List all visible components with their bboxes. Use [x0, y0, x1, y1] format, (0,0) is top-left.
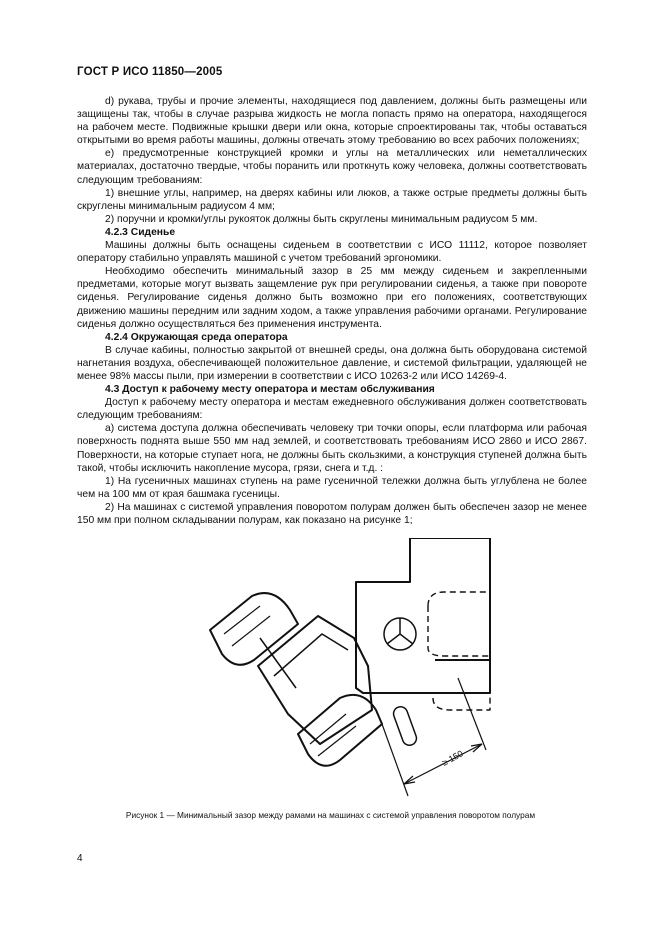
clearance-slot	[392, 705, 419, 747]
paragraph-4-2-4: В случае кабины, полностью закрытой от внешней среды, она должна быть оборудована системой нагнетания воздуха, обеспечивающей положительное давление, и системой фильтрации, удаляющей не менее 98% массы пыли, при измерении в соответствии с ИСО 10263-2 или ИСО 14269-4.	[77, 344, 587, 382]
paragraph-4-3-a2: 2) На машинах с системой управления поворотом полурам должен быть обеспечен зазор не менее 150 мм при полном складывании полурам, как показано на рисунке 1;	[77, 501, 587, 526]
figure-1	[200, 538, 500, 798]
left-frame-outline	[258, 616, 372, 744]
dimension-extension-left	[382, 724, 408, 796]
paragraph-4-3-a1: 1) На гусеничных машинах ступень на раме гусеничной тележки должна быть углублена не более чем на 100 мм от края башмака гусеницы.	[77, 475, 587, 500]
paragraph-4-2-3-b: Необходимо обеспечить минимальный зазор в 25 мм между сиденьем и закрепленными предметами, которые могут вызвать защемление рук при регулировании сиденья, а также при повороте сиденья. Регулирование сиденья должно быть возможно при его положениях, соответствующих движению машины передним или задним ходом, а также управления рабочими органами. Регулирование сиденья должно осуществляться без применения инструмента.	[77, 266, 587, 330]
heading-4-3: 4.3 Доступ к рабочему месту оператора и местам обслуживания	[105, 384, 435, 396]
document-header: ГОСТ Р ИСО 11850—2005	[77, 66, 223, 78]
paragraph-e: e) предусмотренные конструкцией кромки и углы на металлических или неметаллических материалах, достаточно твердые, чтобы поранить или проткнуть кожу человека, должны соответствовать следующим требованиям:	[77, 148, 587, 186]
left-frame-inner	[274, 634, 348, 676]
paragraph-e2: 2) поручни и кромки/углы рукояток должны быть скруглены минимальным радиусом 5 мм.	[105, 213, 538, 225]
dimension-extension-right	[458, 678, 486, 750]
paragraph-d: d) рукава, трубы и прочие элементы, находящиеся под давлением, должны быть размещены или защищены так, чтобы в случае разрыва жидкость не могла попасть прямо на оператора, находящегося на рабочем месте. Подвижные крышки двери или окна, которые спроектированы так, чтобы оставаться открытыми во время работы машины, должны отвечать этому требованию во всех рабочих положениях;	[77, 96, 587, 147]
page-number: 4	[77, 853, 83, 864]
heading-4-2-3: 4.2.3 Сиденье	[105, 226, 176, 238]
right-frame-outline	[356, 538, 490, 693]
dimension-label: ≥ 150	[440, 748, 465, 768]
articulation-joint-y	[387, 618, 413, 644]
right-wheel-bottom	[433, 695, 490, 710]
dimension-arrow-left	[404, 776, 415, 784]
articulated-frame-drawing	[200, 538, 500, 798]
paragraph-4-2-3-a: Машины должны быть оснащены сиденьем в соответствии с ИСО 11112, которое позволяет оператору стабильно управлять машиной с учетом требований эргономики.	[77, 240, 587, 265]
right-wheel-mid	[428, 606, 490, 656]
paragraph-4-3: Доступ к рабочему месту оператора и местам ежедневного обслуживания должен соответствовать следующим требованиям:	[77, 397, 587, 422]
paragraph-e1: 1) внешние углы, например, на дверях кабины или люков, а также острые предметы должны быть скруглены минимальным радиусом 4 мм;	[77, 187, 587, 212]
left-axle	[260, 638, 296, 688]
dimension-arrow-right	[471, 744, 482, 752]
figure-caption: Рисунок 1 — Минимальный зазор между рамами на машинах с системой управления поворотом полурам	[125, 810, 536, 820]
heading-4-2-4: 4.2.4 Окружающая среда оператора	[105, 331, 288, 343]
right-wheel-top	[428, 592, 490, 606]
body-text	[77, 95, 587, 527]
paragraph-4-3-a: a) система доступа должна обеспечивать человеку три точки опоры, если платформа или рабочая поверхность поднята выше 550 мм над землей, и соответствовать требованиям ИСО 2860 и ИСО 2867. Поверхности, на которые ступает нога, не должны быть скользкими, а конструкция ступеней должна быть такой, чтобы исключить накопление мусора, грязи, снега и т.д. :	[77, 423, 587, 474]
